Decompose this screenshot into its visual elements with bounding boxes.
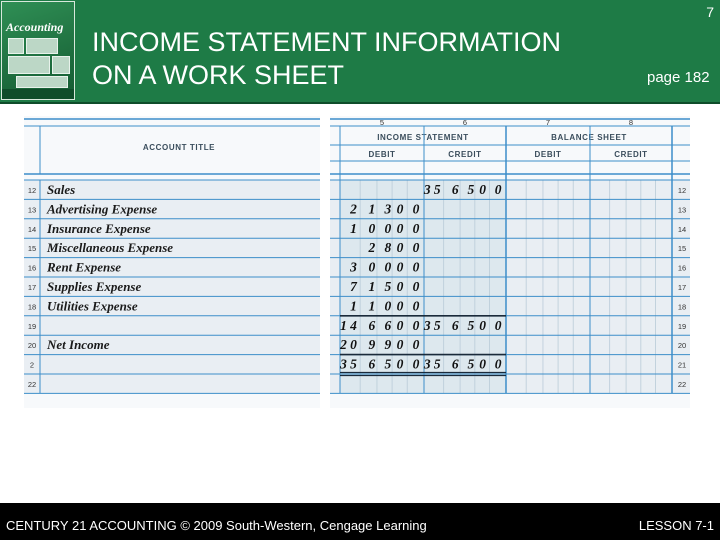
row-number-right: 13 [677, 205, 687, 215]
income-debit-amount: 209900 [340, 337, 420, 353]
slide-header [0, 0, 720, 104]
balance-sheet-header: BALANCE SHEET [551, 133, 627, 142]
income-debit-amount: 11000 [350, 298, 420, 314]
credit-header: CREDIT [614, 150, 648, 159]
row-number-right: 22 [677, 379, 687, 389]
debit-header: DEBIT [534, 150, 562, 159]
logo-tile [52, 56, 70, 74]
page-reference: page 182 [647, 69, 710, 86]
slide-title-line-2: ON A WORK SHEET [92, 60, 345, 90]
row-number-right: 18 [677, 302, 687, 312]
row-number: 19 [27, 321, 37, 331]
income-credit-amount: 356500 [423, 356, 502, 372]
account-title: Insurance Expense [47, 220, 151, 236]
row-number: 16 [27, 263, 37, 273]
row-number-right: 19 [677, 321, 687, 331]
column-number-7: 7 [545, 118, 551, 127]
logo-tile [8, 38, 24, 54]
logo-strip [2, 89, 74, 99]
income-debit-amount: 30000 [350, 259, 420, 275]
row-number-right: 20 [677, 341, 687, 351]
row-number: 20 [27, 341, 37, 351]
row-number: 22 [27, 379, 37, 389]
row-number: 13 [27, 205, 37, 215]
income-debit-amount: 71500 [350, 278, 420, 294]
income-debit-amount: 10000 [350, 220, 420, 236]
slide-title-line-1: INCOME STATEMENT INFORMATION [92, 27, 561, 57]
account-title: Rent Expense [47, 259, 122, 275]
account-title: Net Income [47, 337, 110, 353]
row-number: 12 [27, 185, 37, 195]
account-title: Sales [47, 181, 76, 197]
account-title-header: ACCOUNT TITLE [142, 143, 216, 152]
income-debit-amount: 356500 [340, 356, 420, 372]
income-debit-amount: 21300 [350, 201, 420, 217]
income-debit-amount: 2800 [368, 240, 420, 256]
column-number-8: 8 [628, 118, 634, 127]
row-number-right: 21 [677, 360, 687, 370]
accounting-book-logo [1, 1, 75, 100]
row-number: 15 [27, 244, 37, 254]
income-debit-amount: 146600 [340, 317, 420, 333]
income-statement-header: INCOME STATEMENT [377, 133, 469, 142]
work-sheet-image [24, 116, 692, 408]
column-number-5: 5 [379, 118, 385, 127]
row-number-right: 12 [677, 185, 687, 195]
footer-lesson: LESSON 7-1 [638, 518, 714, 533]
account-title: Advertising Expense [47, 201, 158, 217]
footer-copyright: CENTURY 21 ACCOUNTING © 2009 South-Western, Cengage Learning [6, 518, 427, 533]
credit-header: CREDIT [448, 150, 482, 159]
column-number-6: 6 [462, 118, 468, 127]
row-number-right: 14 [677, 224, 687, 234]
logo-tile [8, 56, 50, 74]
row-number: 14 [27, 224, 37, 234]
logo-tile [26, 38, 58, 54]
income-credit-amount: 356500 [423, 181, 502, 197]
row-number: 2 [29, 360, 35, 370]
logo-text: Accounting [6, 20, 64, 34]
row-number-right: 15 [677, 244, 687, 254]
account-title: Miscellaneous Expense [47, 240, 174, 256]
logo-tile [16, 76, 68, 88]
account-title: Supplies Expense [47, 278, 142, 294]
row-number-right: 16 [677, 263, 687, 273]
slide-title [92, 26, 561, 92]
row-number: 18 [27, 302, 37, 312]
row-number: 17 [27, 282, 37, 292]
row-number-right: 17 [677, 282, 687, 292]
slide-number: 7 [706, 4, 714, 20]
account-title: Utilities Expense [47, 298, 138, 314]
income-credit-amount: 356500 [423, 317, 502, 333]
debit-header: DEBIT [368, 150, 396, 159]
